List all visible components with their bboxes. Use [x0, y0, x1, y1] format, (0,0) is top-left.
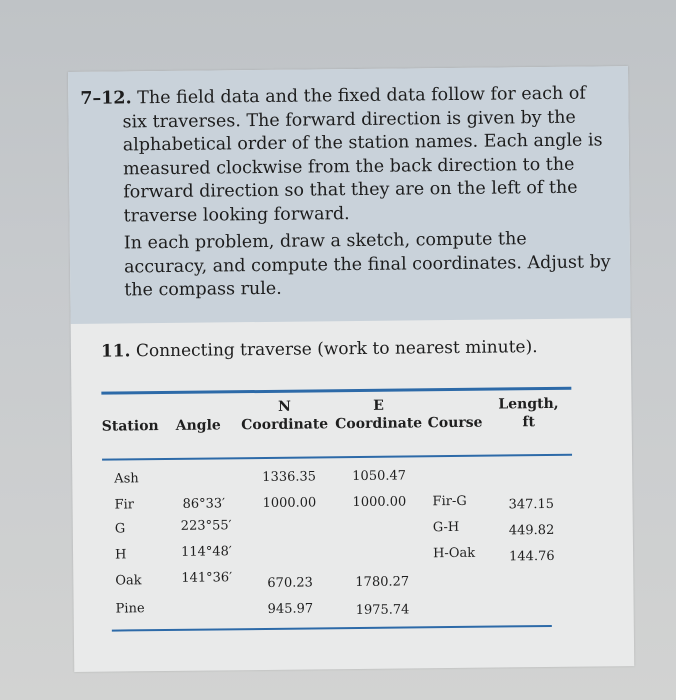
table-cell-length: 347.15 [508, 496, 555, 513]
table-cell-course: G-H [432, 519, 460, 536]
table-cell-station: Oak [115, 573, 142, 589]
table-cell-n: 945.97 [267, 601, 314, 617]
textbook-page [68, 66, 634, 672]
table-cell-station: G [114, 521, 126, 537]
table-cell-course: H-Oak [432, 545, 476, 562]
problem-paragraph-2: In each problem, draw a sketch, compute the accuracy, and compute the final coordinates. Adjust by the compass rule. [123, 229, 611, 301]
table-top-rule [101, 387, 571, 395]
table-cell-station: Fir [114, 497, 135, 513]
table-cell-length: 449.82 [508, 522, 555, 539]
subproblem-number: 11. [100, 341, 131, 362]
header-length-bottom: ft [522, 414, 536, 431]
problem-number: 7–12. [80, 88, 132, 109]
table-cell-n: 1000.00 [262, 495, 317, 511]
table-cell-angle: 114°48′ [180, 544, 232, 560]
header-e-top: E [373, 397, 384, 414]
table-cell-e: 1050.47 [352, 468, 407, 485]
table-cell-station: Ash [114, 471, 139, 487]
problem-paragraph-1-text: The field data and the fixed data follow for each of six traverses. The forward direction is given by the alphabetical order of the station names. Each angle is measured clockwise from the back direction to the forward direction so that they are on the left of the traverse looking forward. [122, 83, 603, 226]
problem-statement-box [68, 66, 631, 324]
header-length-top: Length, [498, 395, 559, 413]
traverse-data-table [101, 387, 571, 619]
header-angle: Angle [175, 417, 221, 434]
table-cell-n: 1336.35 [262, 469, 317, 485]
table-cell-station: Pine [115, 601, 145, 617]
problem-text [80, 82, 612, 303]
table-cell-e: 1780.27 [355, 574, 410, 591]
table-cell-course: Fir-G [432, 493, 467, 510]
header-e-bottom: Coordinate [335, 415, 423, 433]
table-cell-angle: 86°33′ [182, 496, 226, 512]
subproblem-title: Connecting traverse (work to nearest minute). [135, 337, 538, 362]
table-cell-e: 1000.00 [352, 494, 407, 511]
table-cell-e: 1975.74 [355, 602, 410, 619]
table-cell-angle: 223°55′ [180, 518, 232, 534]
header-station: Station [101, 418, 159, 435]
table-cell-station: H [114, 547, 127, 563]
table-cell-n: 670.23 [267, 575, 313, 591]
header-n-bottom: Coordinate [241, 416, 329, 434]
table-cell-length: 144.76 [509, 548, 555, 565]
header-n-top: N [278, 398, 291, 415]
subproblem-heading [101, 337, 538, 362]
table-bottom-rule [112, 625, 552, 632]
table-cell-angle: 141°36′ [181, 570, 233, 586]
header-course: Course [427, 414, 483, 432]
problem-paragraph-1 [80, 82, 611, 229]
table-header-rule [102, 454, 572, 461]
